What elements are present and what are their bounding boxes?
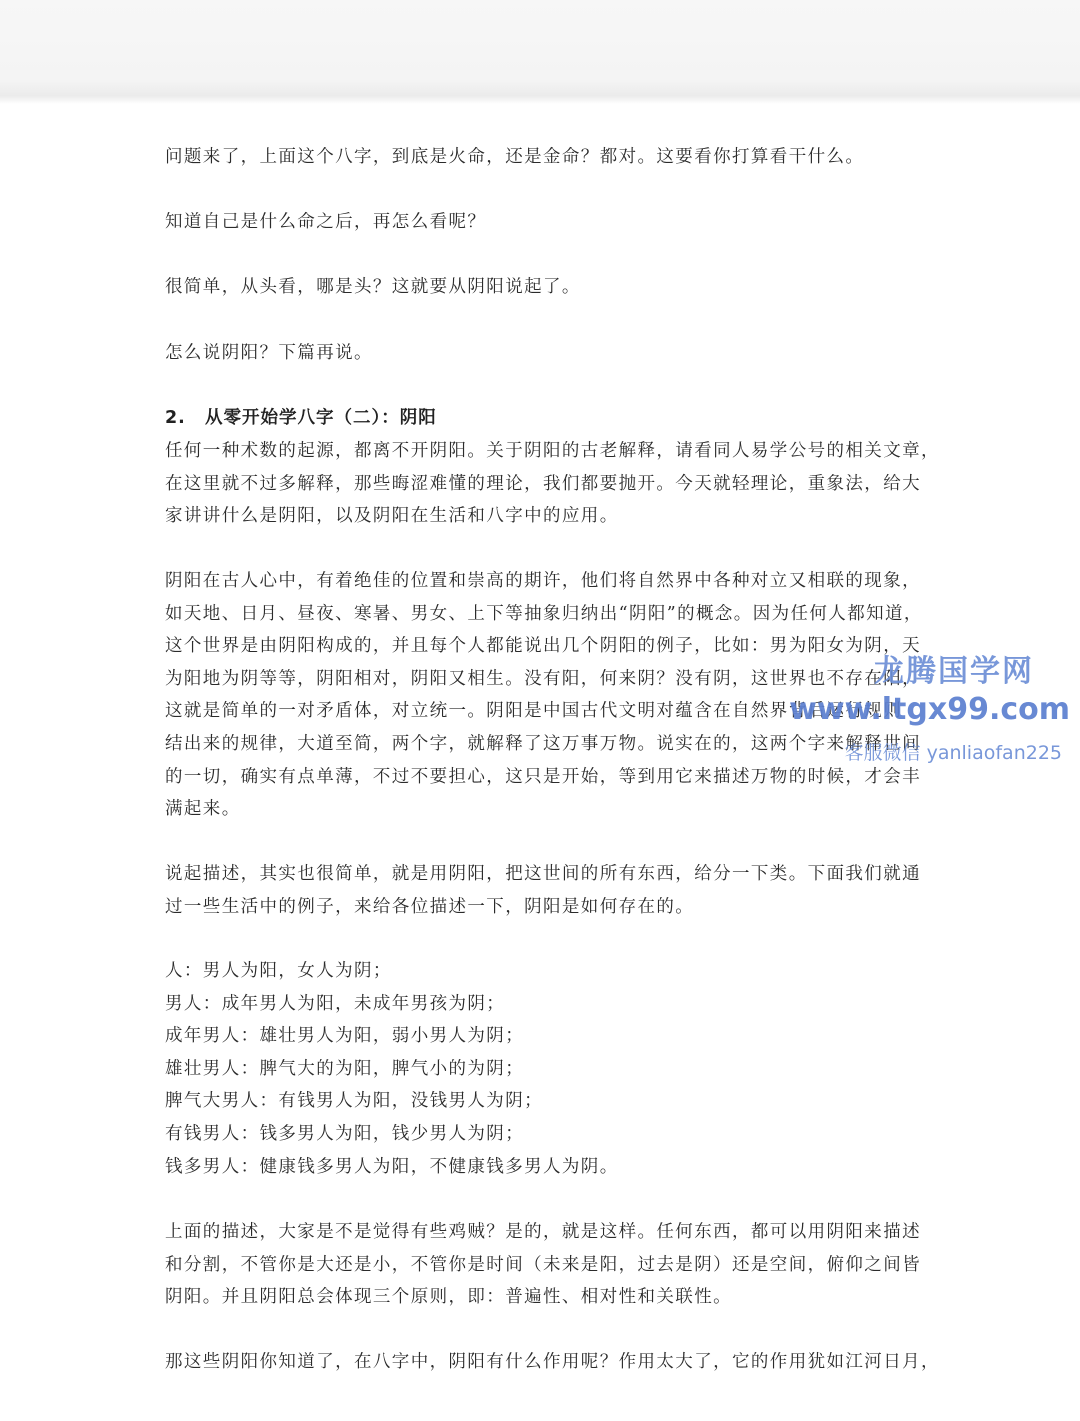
text-line: 为阳地为阴等等，阴阳相对，阴阳又相生。没有阳，何来阴？没有阴，这世界也不存在阳， [165, 668, 921, 689]
list-item: 人：男人为阳，女人为阴； [165, 961, 392, 981]
text-line: 如天地、日月、昼夜、寒暑、男女、上下等抽象归纳出“阴阳”的概念。因为任何人都知道， [165, 603, 923, 624]
text-line: 过一些生活中的例子，来给各位描述一下，阴阳是如何存在的。 [165, 896, 695, 917]
paragraph-last [165, 1346, 940, 1379]
text-line: 结出来的规律，大道至简，两个字，就解释了这万事万物。说实在的，这两个字来解释世间 [165, 733, 921, 754]
text-line: 阴阳在古人心中，有着绝佳的位置和崇高的期许，他们将自然界中各种对立又相联的现象， [165, 571, 921, 591]
text-line: 那这些阴阳你知道了，在八字中，阴阳有什么作用呢？作用太大了，它的作用犹如江河日月， [165, 1352, 940, 1372]
watermark-site-name: 龙腾国学网 [874, 654, 1034, 689]
text-line: 上面的描述，大家是不是觉得有些鸡贼？是的，就是这样。任何东西，都可以用阴阳来描述 [165, 1222, 921, 1242]
text-line: 的一切，确实有点单薄，不过不要担心，这只是开始，等到用它来描述万物的时候，才会丰 [165, 766, 921, 787]
text-line: 这个世界是由阴阳构成的，并且每个人都能说出几个阴阳的例子，比如：男为阳女为阴，天 [165, 636, 921, 657]
watermark-wechat: 客服微信 yanliaofan225 [844, 742, 1062, 764]
text-line: 满起来。 [165, 799, 241, 820]
text-line: 家讲讲什么是阴阳，以及阴阳在生活和八字中的应用。 [165, 506, 619, 527]
example-list [165, 955, 925, 1183]
text-line: 任何一种术数的起源，都离不开阴阳。关于阴阳的古老解释，请看同人易学公号的相关文章， [165, 441, 940, 461]
paragraph-question: 问题来了，上面这个八字，到底是火命，还是金命？都对。这要看你打算看干什么。 [165, 147, 865, 167]
list-item: 雄壮男人：脾气大的为阳，脾气小的为阴； [165, 1058, 525, 1079]
list-item: 有钱男人：钱多男人为阳，钱少男人为阴； [165, 1123, 525, 1144]
section-heading [165, 402, 437, 434]
text-line: 在这里就不过多解释，那些晦涩难懂的理论，我们都要抛开。今天就轻理论，重象法，给大 [165, 473, 921, 494]
paragraph-next-step: 知道自己是什么命之后，再怎么看呢？ [165, 212, 487, 232]
text-line: 和分割，不管你是大还是小，不管你是时间（未来是阳，过去是阴）还是空间，俯仰之间皆 [165, 1254, 921, 1275]
paragraph-summary [165, 1216, 925, 1314]
text-line: 阴阳。并且阴阳总会体现三个原则，即：普遍性、相对性和关联性。 [165, 1287, 732, 1308]
paragraph-describe [165, 858, 925, 923]
list-item: 男人：成年男人为阳，未成年男孩为阴； [165, 993, 506, 1014]
section-number: 2. [165, 408, 186, 428]
list-item: 钱多男人：健康钱多男人为阳，不健康钱多男人为阴。 [165, 1156, 619, 1177]
section-title: 从零开始学八字（二）：阴阳 [205, 408, 437, 428]
paragraph-next-chapter: 怎么说阴阳？下篇再说。 [165, 343, 373, 363]
text-line: 说起描述，其实也很简单，就是用阴阳，把这世间的所有东西，给分一下类。下面我们就通 [165, 864, 921, 884]
paragraph-simple: 很简单，从头看，哪是头？这就要从阴阳说起了。 [165, 277, 581, 297]
text-line: 这就是简单的一对矛盾体，对立统一。阴阳是中国古代文明对蕴含在自然界背后运行规则 [165, 701, 903, 722]
list-item: 成年男人：雄壮男人为阳，弱小男人为阴； [165, 1026, 525, 1047]
watermark-url: www.ltgx99.com [789, 692, 1070, 727]
list-item: 脾气大男人：有钱男人为阳，没钱男人为阴； [165, 1091, 543, 1112]
paragraph-intro [165, 435, 940, 533]
